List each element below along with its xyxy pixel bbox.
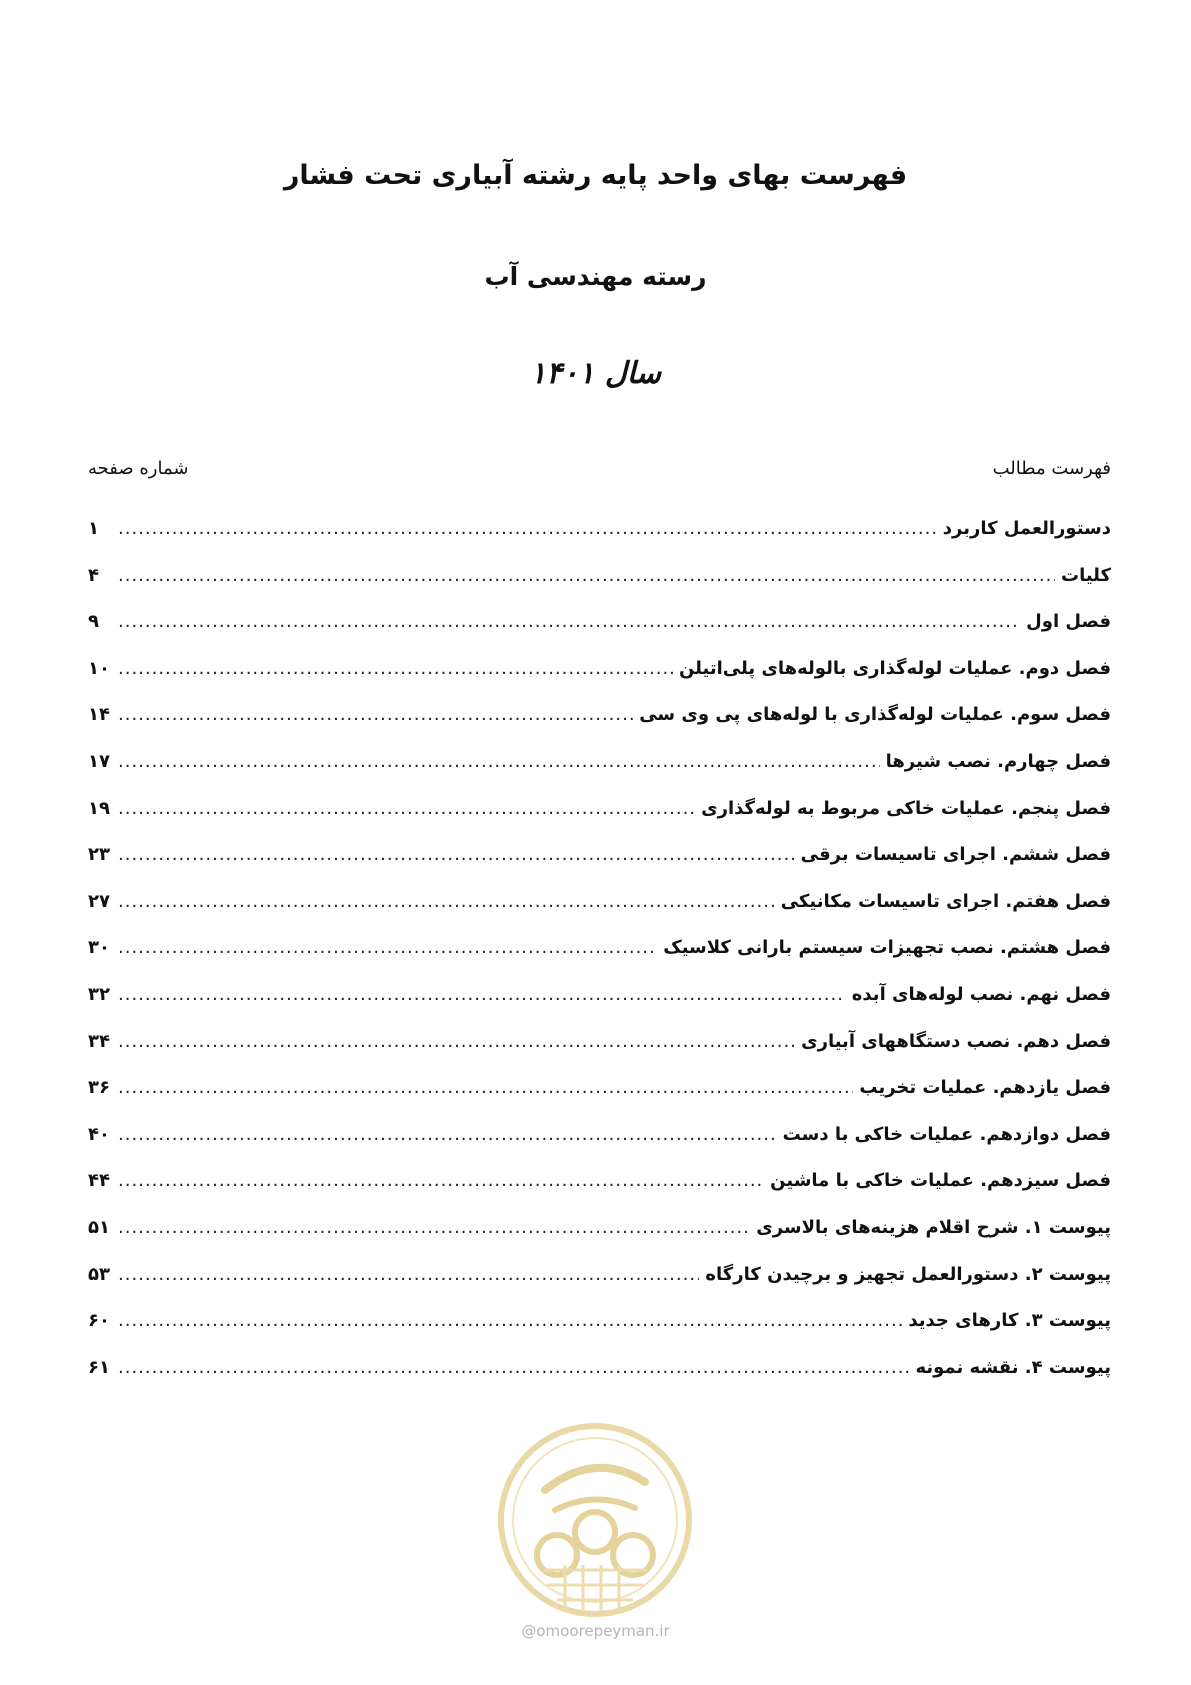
watermark-seal-icon (495, 1420, 695, 1620)
toc-entry-page-number: ۹ (88, 611, 99, 633)
toc-entry-label: دستورالعمل کاربرد (942, 518, 1111, 539)
toc-entry-page-number: ۱۰ (88, 657, 110, 679)
toc-dot-leader (118, 518, 937, 539)
toc-entry[interactable] (88, 798, 1111, 845)
toc-dot-leader (118, 1031, 795, 1052)
toc-entry[interactable] (88, 1031, 1111, 1078)
toc-entry[interactable] (88, 1077, 1111, 1124)
toc-dot-leader (118, 891, 775, 912)
toc-entry[interactable] (88, 518, 1111, 565)
toc-dot-leader (118, 1077, 853, 1098)
toc-entry-label: پیوست ۴. نقشه نمونه (915, 1356, 1111, 1378)
toc-entry[interactable] (88, 1357, 1111, 1404)
toc-entry-page-number: ۳۶ (88, 1077, 110, 1099)
toc-entry[interactable] (88, 1170, 1111, 1217)
toc-entry-page-number: ۶۰ (88, 1310, 110, 1332)
toc-header (88, 458, 1111, 486)
toc-entry-label: فصل اول (1026, 611, 1111, 633)
document-title: فهرست بهای واحد پایه رشته آبیاری تحت فشار (283, 160, 908, 191)
toc-entry-label: فصل ششم. اجرای تاسیسات برقی (800, 844, 1111, 866)
toc-entry-page-number: ۳۴ (88, 1030, 110, 1052)
toc-entry[interactable] (88, 1310, 1111, 1357)
toc-entry[interactable] (88, 1217, 1111, 1264)
toc-entry-page-number: ۵۱ (88, 1216, 110, 1238)
toc-entry-page-number: ۲۷ (88, 890, 110, 912)
toc-entry-page-number: ۳۰ (88, 937, 110, 959)
toc-entry[interactable] (88, 611, 1111, 658)
toc-dot-leader (118, 937, 657, 958)
toc-dot-leader (118, 984, 846, 1005)
toc-entry-page-number: ۴۰ (88, 1123, 110, 1145)
toc-entry[interactable] (88, 891, 1111, 938)
toc-entry-label: فصل یازدهم. عملیات تخریب (859, 1077, 1111, 1099)
toc-entry-label: فصل دوازدهم. عملیات خاکی با دست (782, 1123, 1111, 1145)
toc-dot-leader (118, 565, 1055, 586)
toc-entry-page-number: ۵۳ (88, 1263, 110, 1285)
toc-dot-leader (118, 704, 633, 725)
toc-entry-page-number: ۶۱ (88, 1356, 110, 1378)
toc-dot-leader (118, 611, 1020, 632)
toc-entry[interactable] (88, 844, 1111, 891)
toc-entry[interactable] (88, 1264, 1111, 1311)
toc-entry-page-number: ۱۷ (88, 750, 110, 772)
toc-entry-label: پیوست ۱. شرح اقلام هزینه‌های بالاسری (756, 1216, 1111, 1238)
toc-entry-label: پیوست ۳. کارهای جدید (908, 1310, 1111, 1332)
toc-dot-leader (118, 1264, 699, 1285)
toc-dot-leader (118, 798, 695, 819)
toc-entry-label: کلیات (1060, 564, 1111, 586)
toc-entry-label: فصل هفتم. اجرای تاسیسات مکانیکی (780, 890, 1111, 912)
watermark-caption: @omoorepeyman.ir (521, 1622, 670, 1640)
toc-entry-page-number: ۱۴ (88, 704, 110, 726)
toc-dot-leader (118, 751, 880, 772)
toc-header-page-number: شماره صفحه (88, 458, 189, 479)
toc-entry[interactable] (88, 984, 1111, 1031)
toc-entry-label: فصل پنجم. عملیات خاکی مربوط به لوله‌گذاری (701, 797, 1111, 819)
toc-entry[interactable] (88, 704, 1111, 751)
toc-dot-leader (118, 844, 795, 865)
document-year: سال ۱۴۰۱ (530, 356, 661, 391)
toc-entry-label: فصل نهم. نصب لوله‌های آبده (851, 983, 1111, 1005)
toc-entry-label: پیوست ۲. دستورالعمل تجهیز و برچیدن کارگاه (705, 1263, 1111, 1285)
toc-entry[interactable] (88, 751, 1111, 798)
table-of-contents (88, 518, 1111, 1403)
toc-entry-page-number: ۱ (88, 518, 99, 539)
toc-dot-leader (118, 658, 673, 679)
toc-dot-leader (118, 1217, 750, 1238)
toc-entry-page-number: ۴ (88, 564, 99, 586)
toc-dot-leader (118, 1124, 777, 1145)
toc-entry-label: فصل سوم. عملیات لوله‌گذاری با لوله‌های پی وی سی (639, 704, 1111, 726)
toc-dot-leader (118, 1357, 909, 1378)
toc-entry-page-number: ۱۹ (88, 797, 110, 819)
toc-entry-page-number: ۴۴ (88, 1170, 110, 1192)
toc-entry[interactable] (88, 937, 1111, 984)
toc-header-title: فهرست مطالب (992, 458, 1111, 479)
toc-dot-leader (118, 1170, 764, 1191)
toc-entry[interactable] (88, 1124, 1111, 1171)
toc-entry[interactable] (88, 658, 1111, 705)
toc-entry-label: فصل دوم. عملیات لوله‌گذاری بالوله‌های پلی‌اتیلن (678, 657, 1111, 679)
toc-entry-page-number: ۲۳ (88, 844, 110, 866)
toc-entry-label: فصل هشتم. نصب تجهیزات سیستم بارانی کلاسیک (663, 937, 1111, 959)
toc-entry-label: فصل سیزدهم. عملیات خاکی با ماشین (770, 1170, 1111, 1192)
toc-entry-label: فصل چهارم. نصب شیرها (885, 750, 1111, 772)
toc-entry-page-number: ۳۲ (88, 983, 110, 1005)
toc-entry-label: فصل دهم. نصب دستگاههای آبیاری (801, 1030, 1111, 1052)
toc-dot-leader (118, 1310, 902, 1331)
document-subtitle: رسته مهندسی آب (484, 262, 707, 291)
toc-entry[interactable] (88, 565, 1111, 612)
